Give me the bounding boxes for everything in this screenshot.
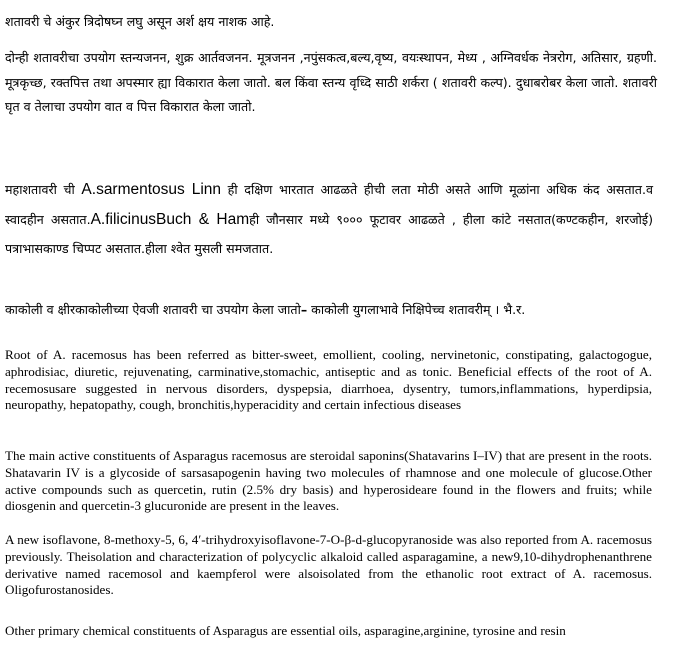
species-name-sarmentosus: A.sarmentosus Linn (81, 181, 222, 198)
marathi-paragraph-2: दोन्ही शतावरीचा उपयोग स्तन्यजनन, शुक्र आर्तवजनन. मूत्रजनन ,नपुंसकत्व,बल्य,वृष्य, वयःस्थापन, मेध्य , अग्निवर्धक नेत्ररोग, अतिसार, ग्रहणी. मूत्रकृच्छ, रक्तपित्त तथा अपस्मार ह्या विकारात केला जातो. बल किंवा स्तन्य वृध्दि साठी शर्करा ( शतावरी कल्प). दुधाबरोबर केला जातो. शतावरी घृत व तेलाचा उपयोग वात व पित्त विकारात केला जातो. (5, 50, 657, 115)
marathi-paragraph-3-text-1: महाशतावरी ची (5, 182, 82, 197)
marathi-paragraph-4-text-1: काकोली व क्षीरकाकोलीच्या ऐवजी शतावरी चा उपयोग केला जातो (5, 302, 301, 317)
marathi-paragraph-1: शतावरी चे अंकुर त्रिदोषघ्न लघु असून अर्श क्षय नाशक आहे. (5, 14, 275, 29)
english-paragraph-2: The main active constituents of Asparagus racemosus are steroidal saponins(Shatavarins I–IV) that are present in the roots. Shatavarin IV is a glycoside of sarsasapogenin having two molecules of rhamnose and one molecule of glucose.Other active compounds such as quercetin, rutin (2.5% dry basis) and hyperosideare found in the flowers and fruits; while diosgenin and quercetin-3 glucuronide are present in the leaves. (5, 448, 652, 514)
species-name-filicinus: A.filicinusBuch & Ham (90, 210, 250, 228)
marathi-paragraph-3-text-3: ही जौनसार मध्ये ९००० फूटावर आढळते , हीला कांटे नसतात(कण्टकहीन, शरजोई) पत्राभासकाण्ड चिप्पट असतात.हीला श्वेत मुसली समजतात. (5, 211, 653, 256)
english-paragraph-3: A new isoflavone, 8-methoxy-5, 6, 4′-trihydroxyisoflavone-7-O-β-d-glucopyranoside was also reported from A. racemosus previously. Theisolation and characterization of polycyclic alkaloid called asparagamine, a new9,10-dihydrophenanthrene derivative named racemosol and kaempferol were alsoisolated from the ethanolic root extract of A. racemosus. Oligofurostanosides. (5, 532, 652, 598)
english-paragraph-4: Other primary chemical constituents of Asparagus are essential oils, asparagine,arginine, tyrosine and resin (5, 623, 566, 638)
english-paragraph-1: Root of A. racemosus has been referred as bitter-sweet, emollient, cooling, nervinetonic, constipating, galactogogue, aphrodisiac, diuretic, rejuvenating, carminative,stomachic, antiseptic and as tonic. Beneficial effects of the root of A. recemosusare suggested in nervous disorders, dyspepsia, diarrhoea, dysentry, tumors,inflammations, hyperdipsia, neuropathy, hepatopathy, cough, bronchitis,hyperacidity and certain infectious diseases (5, 347, 652, 413)
marathi-paragraph-3 (5, 175, 653, 264)
marathi-paragraph-4-dash: – (300, 302, 308, 317)
marathi-paragraph-4-text-2: काकोली युगलाभावे निक्षिपेच्च शतावरीम् । भै.र. (307, 302, 526, 317)
marathi-paragraph-4 (5, 298, 653, 321)
marathi-paragraph-3-text-2: ही दक्षिण भारतात आढळते हीची लता मोठी असते आणि मूळांना अधिक कंद असतात.व स्वादहीन असतात. (5, 182, 653, 227)
